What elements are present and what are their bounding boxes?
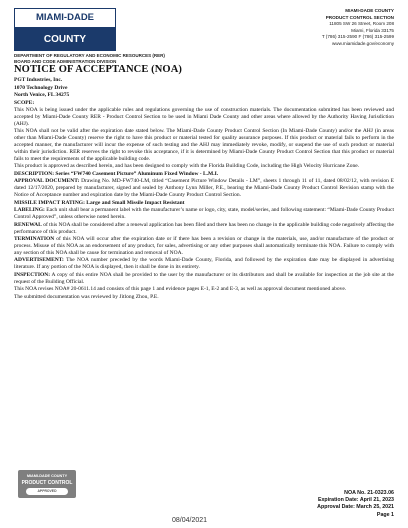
missile-text: Large and Small Missile Impact Resistant <box>86 199 185 206</box>
renewal-text: of this NOA shall be considered after a renewal application has been filed and there has been no change in the applicable building code negatively affecting the performance of this product. <box>14 221 395 235</box>
contact-address: 11805 SW 26 Street, Room 208 <box>329 21 394 27</box>
contact-phone: T (786) 315-2590 F (786) 315-2599 <box>321 34 394 40</box>
approval-date: Approval Date: March 25, 2021 <box>317 504 394 511</box>
missile-label: MISSILE IMPACT RATING: <box>14 199 85 206</box>
labeling-text: Each unit shall bear a permanent label with the manufacturer’s name or logo, city, state, model/series, and following statement: “Miami-Dade County Product Control Approved”, unless otherwise noted herein. <box>14 207 395 221</box>
signature-date: 08/04/2021 <box>172 517 208 524</box>
approval-section <box>14 178 394 199</box>
approval-label: APPROVAL DOCUMENT: <box>14 178 80 185</box>
revises-text: This NOA revises NOA# 20-0611.14 and consists of this page 1 and evidence pages E-1, E-2 and E-3, as well as approval document mentioned above. <box>14 286 347 293</box>
noa-footer <box>244 490 394 519</box>
document-body <box>14 77 394 301</box>
advertisement-text: The NOA number preceded by the words Miami-Dade County, Florida, and followed by the expiration date may be displayed in advertising literature. If any portion of the NOA is displayed, then it shall be done in its entirety. <box>14 257 394 271</box>
company-name: PGT Industries, Inc. <box>14 77 63 83</box>
contact-org: MIAMI-DADE COUNTY <box>345 8 394 13</box>
logo-line1: MIAMI-DADE <box>14 8 116 28</box>
dept-line: BOARD AND CODE ADMINISTRATION DIVISION <box>14 59 117 64</box>
miami-dade-logo <box>14 8 116 51</box>
inspection-text: A copy of this entire NOA shall be provided to the user by the manufacturer or its distributors and shall be available for inspection at the job site at the request of the Building Official. <box>14 271 394 285</box>
approval-text: Drawing No. MD-FW740-LM, titled “Casement Picture Window Details - LM”, sheets 1 through 11 of 11, dated 08/02/12, with revision E dated 12/17/2020, prepared by manufacturer, signed and sealed by Anthony Lynn Miller, P.E., bearing the Miami-Dade County Product Control Revision stamp with the Notice of Acceptance number and expiration date by the Miami-Dade County Product Control Section. <box>14 178 394 199</box>
seal-line2: PRODUCT CONTROL <box>21 480 73 486</box>
dept-line: DEPARTMENT OF REGULATORY AND ECONOMIC RESOURCES (RER) <box>14 53 165 58</box>
reviewed-text: The submitted documentation was reviewed by Jitlong Zhou, P.E. <box>14 293 159 300</box>
advertisement-section <box>14 257 394 271</box>
labeling-label: LABELING: <box>14 207 45 214</box>
expiration-date: Expiration Date: April 21, 2023 <box>317 497 394 504</box>
description-label: DESCRIPTION: <box>14 170 55 177</box>
renewal-section <box>14 222 394 236</box>
termination-section <box>14 236 394 257</box>
seal-line1: MIAMI-DADE COUNTY <box>26 474 68 478</box>
advertisement-label: ADVERTISEMENT: <box>14 257 64 264</box>
labeling-section <box>14 207 394 221</box>
renewal-label: RENEWAL <box>14 221 42 228</box>
page-number: Page 1 <box>376 511 394 518</box>
contact-city: Miami, Florida 33175 <box>351 27 394 33</box>
product-control-seal <box>18 470 76 498</box>
missile-section <box>14 200 394 207</box>
noa-number: NOA No. 21-0323.06 <box>344 490 394 496</box>
inspection-label: INSPECTION: <box>14 271 51 278</box>
page-title: NOTICE OF ACCEPTANCE (NOA) <box>14 64 182 75</box>
scope-paragraph-3: This product is approved as described herein, and has been designed to comply with the Florida Building Code, including the High Velocity Hurricane Zone. <box>14 163 360 170</box>
scope-paragraph-1: This NOA is being issued under the applicable rules and regulations governing the use of construction materials. The documentation submitted has been reviewed and accepted by Miami-Dade County RER - Product Control Section to be used in Miami Dade County and other areas where allowed by the Authority Having Jurisdiction (AHJ). <box>14 107 394 127</box>
termination-text: of this NOA will occur after the expiration date or if there has been a revision or change in the materials, use, and/or manufacture of the product or process. Misuse of this NOA as an endorsement of any product, for sales, advertising or any other purposes shall automatically terminate this NOA. Failure to comply with any section of this NOA shall be cause for termination and removal of NOA. <box>14 236 394 256</box>
contact-section: PRODUCT CONTROL SECTION <box>325 14 394 20</box>
inspection-section <box>14 272 394 286</box>
scope-paragraph-2: This NOA shall not be valid after the expiration date stated below. The Miami-Dade County Product Control Section (In Miami-Dade County) and/or the AHJ (in areas other than Miami-Dade County) reserve the right to have this product or material tested for quality assurance purposes. If this product or material fails to perform in the accepted manner, the manufacturer will incur the expense of such testing and the AHJ may immediately revoke, modify, or suspend the use of such product or material within their jurisdiction. RER reserves the right to revoke this acceptance, if it is determined by Miami-Dade County Product Control Section that this product or material fails to meet the requirements of the applicable building code. <box>14 128 394 162</box>
company-address: 1070 Technology Drive <box>14 84 68 91</box>
contact-website[interactable]: www.miamidade.gov/economy <box>331 40 394 46</box>
company-city: North Venice, FL 34275 <box>14 92 70 98</box>
contact-block <box>282 8 394 48</box>
termination-label: TERMINATION <box>14 236 55 243</box>
description-text: Series “FW740 Casement Picture” Aluminum Fixed Window - L.M.I. <box>55 170 219 177</box>
description-section <box>14 171 394 178</box>
logo-line2: COUNTY <box>14 28 116 51</box>
seal-line3: APPROVED <box>26 488 68 495</box>
scope-label: SCOPE: <box>14 99 35 106</box>
